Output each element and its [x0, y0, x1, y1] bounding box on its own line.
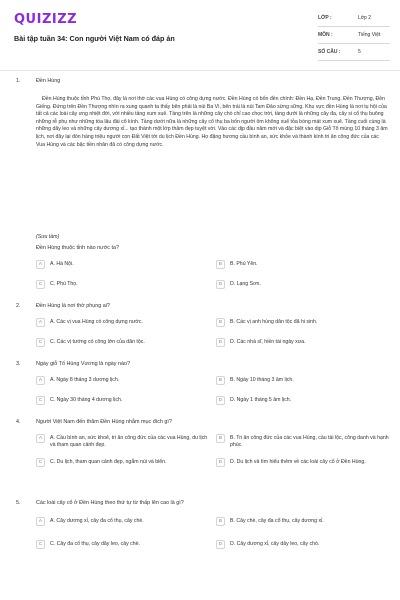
question-text: Đền Hùng là nơi thờ phụng ai?	[36, 303, 110, 309]
option-letter-box: B	[216, 376, 225, 385]
option-letter-box: B	[216, 434, 225, 443]
option-letter-box: D	[216, 458, 225, 467]
option-text: B. Tri ân công đức của các vua Hùng, cầu tài lộc, công danh và hạnh phúc.	[230, 435, 389, 448]
option-letter-box: C	[36, 338, 45, 347]
option-text: A. Cầu bình an, sức khoẻ, tri ân công đức của các vua Hùng, du lịch và tham quan cảnh đẹp.	[50, 435, 208, 448]
option-text: C. Du lịch, tham quan cảnh đẹp, ngắm núi và biển.	[50, 459, 167, 465]
option-letter-box: B	[216, 517, 225, 526]
question-text: Người Việt Nam đến thăm Đền Hùng nhằm mục đích gì?	[36, 419, 172, 425]
worksheet-title: Bài tập tuần 34: Con người Việt Nam có đáp án	[14, 34, 175, 43]
question-number: 1.	[16, 78, 21, 84]
option-text: D. Du lịch và tìm hiểu thêm về các loài cây cổ ở Đền Hùng.	[230, 459, 366, 465]
option-letter-box: C	[36, 280, 45, 289]
header-divider	[0, 70, 400, 71]
option-text: C. Phú Thọ.	[50, 281, 78, 287]
option-text: B. Các vị anh hùng dân tộc đã hi sinh.	[230, 319, 318, 325]
worksheet-meta	[318, 10, 390, 61]
meta-value: 5	[358, 49, 361, 55]
meta-row-subject	[318, 27, 390, 44]
option-text: B. Phú Yên.	[230, 261, 258, 267]
meta-row-class	[318, 10, 390, 27]
passage-title: Đền Hùng	[36, 78, 61, 84]
meta-key: SỐ CÂU :	[318, 49, 341, 55]
option-letter-box: A	[36, 318, 45, 327]
passage-body: Đền Hùng thuộc tỉnh Phú Thọ, đây là nơi thờ các vua Hùng có công dựng nước. Đền Hùng có bốn đền chính: Đền Hạ, Đền Trung, Đền Thượng, Đền Giếng. Đứng trên Đền Thượng nhìn ra xung quanh ta thấy bên phải là núi Ba Vì, bên trái là núi Tam Đảo sừng sững. Khu vực đền Hùng là nơi tụ hội của tất cả các loài cây ưng nhiệt đới, với nhiều tầng xum xuê. Tầng trên là những cây chò chỉ cao chọc trời, tầng dưới là những cây đa, cây si cổ thụ buông những rễ phụ như những tóa lâu đài cổ kính. Tầng dưới nữa là những cây cổ thụ ba bốn người ôm không xuể tỏa bóng mát xum xuê. Tầng cuối cùng là những dây leo và những cây dương xỉ... tạo thành một lớp thảm đẹp tuyệt vời. Vào các dịp đầu năm mới và đặc biệt vào dịp Giỗ Tổ mùng 10 tháng 3 âm lịch, nơi đây lại đón hàng triệu người con Đất Việt tới du lịch Đền Hùng. Họ đặng hương cầu bình an, sức khỏe và thành kính tri ân công đức của các Vua Hùng và các bậc tiền nhân đã có công dựng nước.	[36, 96, 388, 148]
question-number: 3.	[16, 361, 21, 367]
option-letter-box: A	[36, 376, 45, 385]
question-text: Các loài cây cổ ở Đền Hùng theo thứ tự từ thấp lên cao là gì?	[36, 500, 184, 506]
question-number: 4.	[16, 419, 21, 425]
option-letter-box: D	[216, 540, 225, 549]
quizizz-logo: QUIZIZZ	[14, 12, 78, 27]
meta-row-question-count	[318, 44, 390, 61]
passage-source: (Sưu tầm)	[36, 234, 60, 240]
option-text: A. Ngày 8 tháng 3 dương lịch.	[50, 377, 120, 383]
option-letter-box: C	[36, 540, 45, 549]
option-text: D. Các nhà sĩ, hiền tài ngày xưa.	[230, 339, 306, 345]
option-text: B. Cây chè, cây đa cổ thụ, cây dương xỉ.	[230, 518, 324, 524]
option-letter-box: A	[36, 260, 45, 269]
question-text: Đền Hùng thuộc tỉnh nào nước ta?	[36, 245, 119, 251]
option-text: B. Ngày 10 tháng 3 âm lịch.	[230, 377, 294, 383]
meta-key: LỚP :	[318, 15, 332, 21]
option-letter-box: A	[36, 434, 45, 443]
option-letter-box: B	[216, 260, 225, 269]
option-text: A. Các vị vua Hùng có công dựng nước.	[50, 319, 143, 325]
option-text: A. Hà Nội.	[50, 261, 74, 267]
option-text: D. Cây dương xỉ, cây dây leo, cây chò.	[230, 541, 320, 547]
option-letter-box: C	[36, 458, 45, 467]
option-letter-box: D	[216, 396, 225, 405]
option-text: A. Cây dương xỉ, cây đa cổ thụ, cây chè.	[50, 518, 144, 524]
option-text: C. Cây đa cổ thụ, cây dây leo, cây chè.	[50, 541, 140, 547]
option-letter-box: C	[36, 396, 45, 405]
option-letter-box: D	[216, 338, 225, 347]
option-letter-box: A	[36, 517, 45, 526]
option-text: D. Lạng Sơn.	[230, 281, 261, 287]
option-letter-box: D	[216, 280, 225, 289]
meta-value: Tiếng Việt	[358, 32, 381, 38]
question-number: 2.	[16, 303, 21, 309]
meta-value: Lớp 2	[358, 15, 372, 21]
question-number: 5.	[16, 500, 21, 506]
option-letter-box: B	[216, 318, 225, 327]
meta-key: MÔN :	[318, 32, 333, 38]
option-text: C. Ngày 30 tháng 4 dương lịch.	[50, 397, 123, 403]
option-text: D. Ngày 1 tháng 5 âm lịch.	[230, 397, 292, 403]
option-text: C. Các vị tướng có công lớn của dân tộc.	[50, 339, 145, 345]
question-text: Ngày giỗ Tổ Hùng Vương là ngày nào?	[36, 361, 130, 367]
